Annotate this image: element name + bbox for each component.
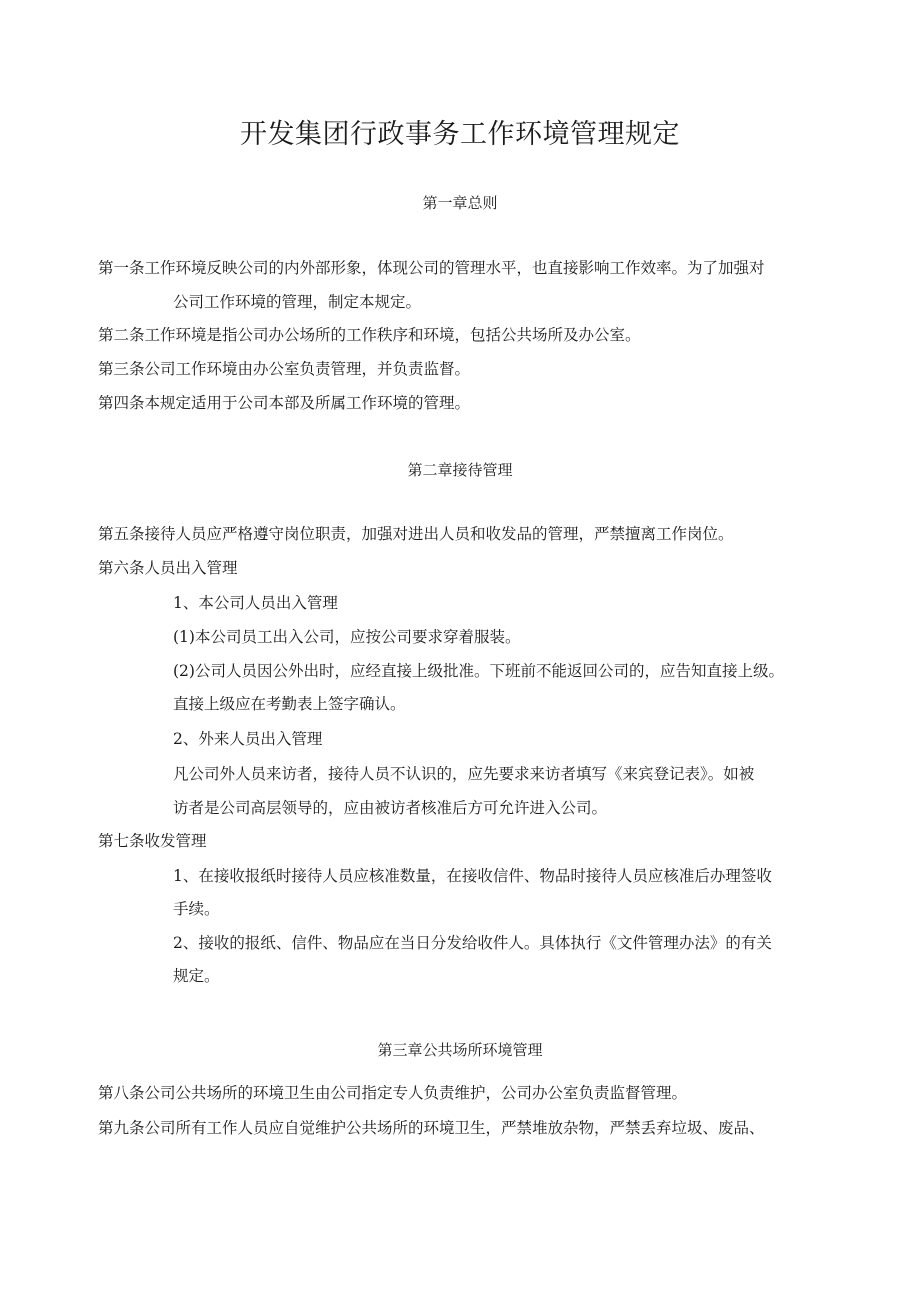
article-6-item-1: 1、本公司人员出入管理 (173, 594, 338, 612)
article-4: 第四条本规定适用于公司本部及所属工作环境的管理。 (98, 394, 471, 412)
article-6-item-2-line-2: 访者是公司高层领导的，应由被访者核准后方可允许进入公司。 (173, 799, 608, 817)
article-5: 第五条接待人员应严格遵守岗位职责，加强对进出人员和收发品的管理，严禁擅离工作岗位。 (98, 525, 734, 543)
article-7-item-2-line-1: 2、接收的报纸、信件、物品应在当日分发给收件人。具体执行《文件管理办法》的有关 (173, 934, 772, 952)
article-7-item-1-line-2: 手续。 (173, 900, 220, 918)
article-8: 第八条公司公共场所的环境卫生由公司指定专人负责维护，公司办公室负责监督管理。 (98, 1084, 688, 1102)
chapter-1-heading: 第一章总则 (422, 194, 498, 212)
chapter-2-heading: 第二章接待管理 (407, 461, 513, 479)
article-7-item-2-line-2: 规定。 (173, 967, 220, 985)
chapter-3-heading: 第三章公共场所环境管理 (377, 1041, 543, 1059)
article-6-item-2-line-1: 凡公司外人员来访者，接待人员不认识的，应先要求来访者填写《来宾登记表》。如被 (173, 765, 755, 783)
article-6-heading: 第六条人员出入管理 (98, 559, 238, 577)
article-6-item-1-sub-2-line-2: 直接上级应在考勤表上签字确认。 (173, 695, 406, 713)
article-9-line-1: 第九条公司所有工作人员应自觉维护公共场所的环境卫生，严禁堆放杂物，严禁丢弃垃圾、废品、 (98, 1119, 765, 1137)
article-7-item-1-line-1: 1、在接收报纸时接待人员应核准数量，在接收信件、物品时接待人员应核准后办理签收 (173, 867, 772, 885)
article-1-line-2: 公司工作环境的管理，制定本规定。 (173, 293, 422, 311)
article-6-item-1-sub-1: (1)本公司员工出入公司，应按公司要求穿着服装。 (173, 628, 521, 646)
article-6-item-1-sub-2-line-1: (2)公司人员因公外出时，应经直接上级批准。下班前不能返回公司的，应告知直接上级。 (173, 662, 784, 680)
article-2: 第二条工作环境是指公司办公场所的工作秩序和环境，包括公共场所及办公室。 (98, 326, 641, 344)
article-1-line-1: 第一条工作环境反映公司的内外部形象，体现公司的管理水平，也直接影响工作效率。为了加强对 (98, 259, 765, 277)
article-7-heading: 第七条收发管理 (98, 832, 207, 850)
article-3: 第三条公司工作环境由办公室负责管理，并负责监督。 (98, 360, 471, 378)
document-title: 开发集团行政事务工作环境管理规定 (240, 119, 680, 150)
article-6-item-2: 2、外来人员出入管理 (173, 730, 323, 748)
